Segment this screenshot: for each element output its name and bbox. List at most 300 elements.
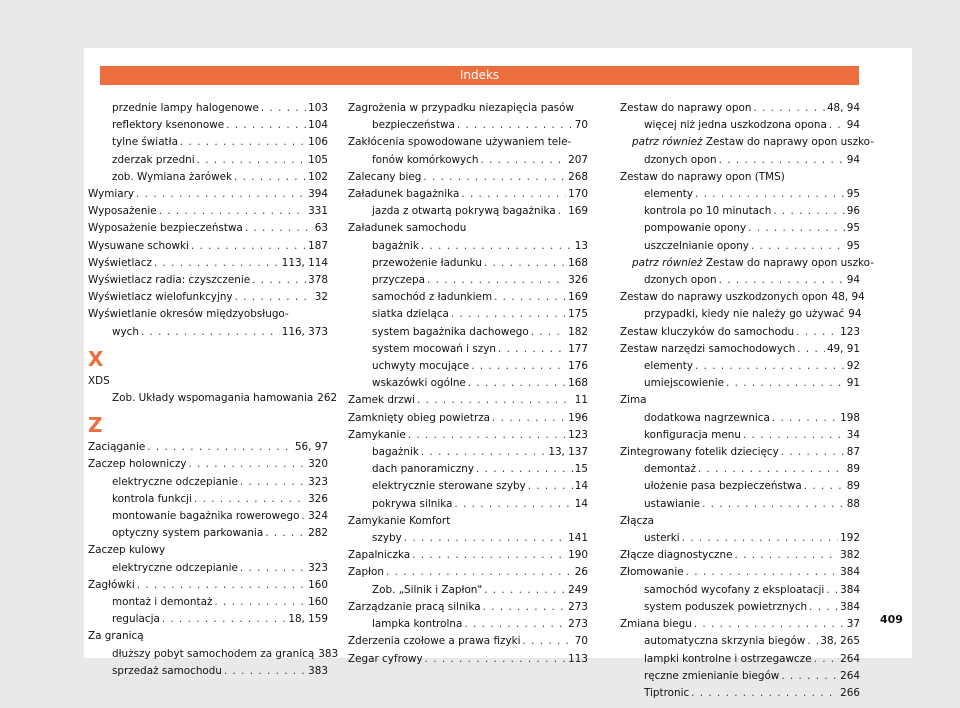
index-entry-text: ułożenie pasa bezpieczeństwa [644,480,802,493]
index-entry [88,560,328,577]
leader-dots [427,272,566,289]
index-page-ref: 56, 97 [294,441,328,454]
index-page-ref: 383 [318,647,339,660]
leader-dots [483,599,567,616]
index-entry-text: sprzedaż samochodu [112,664,222,677]
leader-dots [809,599,838,616]
index-page-ref: 268 [568,170,588,183]
index-entry-heading [348,134,588,151]
index-page-ref: 49, 91 [826,342,860,355]
index-entry-text: Zima [620,394,647,407]
index-page-ref: 48, 94 [826,102,860,114]
leader-dots [476,461,573,478]
index-page-ref: 384 [840,583,860,596]
index-entry [88,117,328,134]
index-entry-text: Zamek drzwi [348,394,416,407]
index-page-ref: 18, 159 [288,613,328,626]
index-entry [348,616,588,633]
index-page-ref: 37 [846,618,860,631]
index-entry [620,117,860,134]
index-entry [348,238,588,255]
index-entry-heading [620,134,874,151]
index-entry [348,461,588,478]
index-entry-text: Wyposażenie [88,205,157,218]
index-entry-text: kontrola funkcji [112,492,192,505]
index-entry-text: wych [112,325,139,338]
index-entry-text: elektryczne odczepianie [112,561,238,574]
index-entry-text: Wyświetlacz wielofunkcyjny [88,291,233,304]
index-entry-text: pokrywa silnika [372,497,453,510]
index-entry-text: Zestaw do naprawy opon [620,102,752,114]
index-entry-text: Tiptronic [644,686,690,699]
leader-dots [743,427,845,444]
leader-dots [773,203,844,220]
index-entry-heading [620,255,874,272]
index-entry [88,186,328,203]
index-entry [348,306,588,323]
index-entry [348,169,588,186]
index-page-ref: 323 [308,561,328,574]
index-entry-text: elektryczne odczepianie [112,475,238,488]
leader-dots [188,456,306,473]
index-page-ref: 96 [846,205,860,218]
leader-dots [796,324,838,341]
index-page-ref: 326 [568,274,588,287]
index-entry-text: dodatkowa nagrzewnica [644,411,770,424]
index-entry [620,564,860,581]
index-entry-text: reflektory ksenonowe [112,119,225,132]
see-also-label: patrz również [632,136,703,149]
index-page-ref: 175 [568,308,588,321]
index-entry-heading [88,306,328,323]
index-entry-text: Zagłówki [88,578,135,591]
leader-dots [471,358,566,375]
leader-dots [781,444,845,461]
index-entry [88,134,328,151]
leader-dots [694,616,845,633]
leader-dots [214,594,306,611]
leader-dots [404,530,566,547]
leader-dots [137,577,306,594]
index-page-ref: 113, 114 [281,256,328,269]
index-page-ref: 94 [846,119,860,132]
index-entry [348,599,588,616]
index-entry [348,651,588,668]
index-entry-text: konfiguracja menu [644,428,741,441]
index-entry [88,646,339,663]
index-page-ref: 169 [568,205,588,218]
index-entry-text: bezpieczeństwa [372,119,455,132]
index-entry [348,324,588,341]
leader-dots [245,220,313,237]
index-entry [88,474,328,491]
leader-dots [494,289,566,306]
leader-dots [154,255,280,272]
index-entry [348,375,588,392]
index-page-ref: 94 [846,274,860,287]
index-entry-text: Załadunek samochodu [348,222,467,235]
index-entry-text: Zaciąganie [88,441,146,454]
index-page-ref: 187 [308,239,328,252]
index-section-letter: Z [88,413,103,438]
index-page-ref: 169 [568,291,588,304]
leader-dots [686,564,839,581]
index-entry-text: Wyświetlacz [88,256,152,269]
leader-dots [804,478,845,495]
index-entry [88,577,328,594]
index-entry-text: dach panoramiczny [372,463,475,476]
index-page-ref: 160 [308,578,328,591]
index-entry [348,564,588,581]
index-entry [348,341,588,358]
index-entry [348,289,588,306]
index-entry [348,152,588,169]
index-page-ref: 264 [840,652,860,665]
index-page-ref: 13 [574,239,588,252]
index-entry-text: system mocowań i szyn [372,342,496,355]
index-page-ref: 13, 137 [548,446,588,459]
index-page-ref: 323 [308,475,328,488]
index-entry-text: XDS [88,374,110,387]
index-entry [88,255,328,272]
page-header: Indeks [100,66,859,85]
leader-dots [753,100,824,117]
leader-dots [226,117,306,134]
leader-dots [695,358,845,375]
index-page-ref: 95 [846,222,860,235]
index-entry [348,117,588,134]
index-page-ref: 141 [568,532,588,545]
index-entry [348,427,588,444]
leader-dots [265,525,306,542]
index-entry-heading [348,100,588,117]
see-also-label: patrz również [632,256,703,269]
index-page-ref: 34 [846,428,860,441]
index-entry-text: Zderzenia czołowe a prawa fizyki [348,635,521,648]
index-entry-text: Zamykanie [348,428,406,441]
index-entry [88,611,328,628]
index-page-ref: 273 [568,600,588,613]
leader-dots [719,272,845,289]
index-entry-heading [348,220,588,237]
leader-dots [751,238,845,255]
leader-dots [781,668,838,685]
index-entry-text: ręczne zmienianie biegów [644,669,780,682]
leader-dots [141,324,280,341]
index-entry-text: lampka kontrolna [372,618,463,631]
index-entry-text: Zarządzanie pracą silnika [348,600,481,613]
index-entry [88,456,328,473]
leader-dots [421,238,573,255]
index-entry-text: fonów komórkowych [372,153,479,166]
leader-dots [301,508,306,525]
index-page-ref: 113 [568,652,588,665]
index-entry-text: Zestaw kluczyków do samochodu [620,325,795,338]
index-entry [620,496,860,513]
leader-dots [826,582,838,599]
index-page-ref: 89 [846,480,860,493]
index-page-ref: 88 [846,497,860,510]
index-entry-text: regulacja [112,613,160,626]
leader-dots [531,324,566,341]
index-entry [88,594,328,611]
leader-dots [484,255,566,272]
leader-dots [498,341,566,358]
index-entry-heading [620,169,860,186]
index-entry [88,272,328,289]
index-entry-text: Złącza [620,514,654,527]
index-entry [620,358,860,375]
index-entry-text: uszczelnianie opony [644,239,749,252]
index-entry-heading [88,542,328,559]
index-page-ref: 262 [317,392,338,405]
index-page-ref: 382 [840,549,860,562]
index-entry-text: zderzak przedni [112,153,195,166]
index-page-ref: 103 [308,102,328,114]
index-entry [88,324,328,341]
index-entry [88,390,338,407]
index-entry-text: przypadki, kiedy nie należy go używać [644,308,845,321]
index-entry [348,392,588,409]
leader-dots [682,530,839,547]
index-page-ref: 384 [840,566,860,579]
leader-dots [748,220,845,237]
index-entry [620,685,860,702]
index-entry-text: Zamykanie Komfort [348,514,451,527]
index-page-ref: 14 [574,497,588,510]
index-page-ref: 160 [308,596,328,609]
leader-dots [719,152,845,169]
leader-dots [240,560,306,577]
index-entry-heading [620,392,860,409]
leader-dots [194,491,306,508]
leader-dots [159,203,306,220]
index-page-ref: 331 [308,205,328,218]
index-page-ref: 32 [314,291,328,304]
index-page-ref: 38, 265 [820,635,860,648]
index-page-ref: 192 [840,532,860,545]
leader-dots [523,633,573,650]
index-page-ref: 70 [574,119,588,132]
leader-dots [252,272,306,289]
index-page-ref: 15 [574,463,588,476]
index-entry [620,582,860,599]
index-entry-text: Zaczep kulowy [88,544,166,557]
leader-dots [421,444,546,461]
index-entry [348,203,588,220]
index-entry-text: elementy [644,360,693,373]
index-entry [620,651,860,668]
index-page-ref: 324 [308,510,328,523]
index-page-ref: 168 [568,377,588,390]
leader-dots [814,651,839,668]
index-page-ref: 273 [568,618,588,631]
index-entry-text: Zamknięty obieg powietrza [348,411,491,424]
index-entry-text: Zestaw do naprawy opon uszko- [705,256,874,269]
index-entry-text: Zapalniczka [348,549,411,562]
index-page-ref: 190 [568,549,588,562]
index-page-ref: 70 [574,635,588,648]
index-entry [88,525,328,542]
index-page-ref: 177 [568,342,588,355]
index-page-ref: 282 [308,527,328,540]
index-entry-text: Załadunek bagażnika [348,188,460,201]
leader-dots [734,547,838,564]
index-entry-text: Zalecany bieg [348,170,422,183]
index-entry-text: ustawianie [644,497,701,510]
index-entry [620,220,860,237]
index-entry-text: Wyposażenie bezpieczeństwa [88,222,243,235]
leader-dots [162,611,286,628]
index-entry-heading [88,628,328,645]
leader-dots [224,663,306,680]
index-page-ref: 266 [840,686,860,699]
leader-dots [408,427,566,444]
index-entry [620,547,860,564]
index-entry [620,306,860,323]
index-page-ref: 326 [308,492,328,505]
index-column-1 [88,100,339,680]
index-entry-text: demontaż [644,463,696,476]
index-entry [620,478,860,495]
index-entry-text: Zakłócenia spowodowane używaniem tele- [348,136,572,149]
index-entry [620,100,860,117]
index-page-ref: 14 [574,480,588,493]
index-entry [88,491,328,508]
index-entry [88,100,328,117]
leader-dots [386,564,573,581]
index-entry [620,530,860,547]
index-page-ref: 249 [568,583,588,596]
index-page-ref: 104 [308,119,328,132]
index-entry-text: samochód wycofany z eksploatacji [644,583,825,596]
leader-dots [797,341,825,358]
index-page-ref: 91 [846,377,860,390]
index-page-ref: 264 [840,669,860,682]
index-entry-text: Zestaw do naprawy uszkodzonych opon [620,291,828,304]
index-entry-text: Zegar cyfrowy [348,652,423,665]
index-entry [348,530,588,547]
index-entry-text: tylne światła [112,136,178,149]
index-entry-heading [348,513,588,530]
index-entry [88,439,328,456]
page-number: 409 [880,613,903,626]
leader-dots [772,410,838,427]
index-page-ref: 394 [308,188,328,201]
index-entry [348,358,588,375]
index-entry [88,289,328,306]
index-entry-text: dzonych opon [644,274,717,287]
index-entry-text: uchwyty mocujące [372,360,470,373]
leader-dots [240,474,306,491]
index-entry [620,152,860,169]
index-page-ref: 168 [568,256,588,269]
index-entry [348,478,588,495]
index-entry-text: Zmiana biegu [620,618,692,631]
index-entry [620,341,860,358]
index-entry [348,255,588,272]
index-page-ref: 26 [574,566,588,579]
leader-dots [412,547,566,564]
index-entry [88,238,328,255]
index-entry-text: pompowanie opony [644,222,747,235]
index-entry-text: Zestaw do naprawy opon (TMS) [620,170,785,183]
index-entry-text: przewożenie ładunku [372,256,482,269]
leader-dots [484,582,566,599]
index-entry-text: usterki [644,532,680,545]
index-page-ref: 383 [308,664,328,677]
index-entry-text: kontrola po 10 minutach [644,205,772,218]
index-entry-text: dłuższy pobyt samochodem za granicą [112,647,315,660]
index-entry [620,203,860,220]
index-page-ref: 198 [840,411,860,424]
index-page-ref: 105 [308,153,328,166]
index-entry-text: Zagrożenia w przypadku niezapięcia pasów [348,102,574,114]
index-entry-text: samochód z ładunkiem [372,291,493,304]
index-page-ref: 94 [848,308,862,321]
index-entry-text: Zaczep holowniczy [88,458,187,471]
index-entry [348,410,588,427]
index-entry-text: Zob. Układy wspomagania hamowania [112,392,314,405]
index-entry-text: bagażnik [372,239,419,252]
index-entry-text: bagażnik [372,446,419,459]
leader-dots [726,375,845,392]
leader-dots [197,152,307,169]
index-entry [620,461,860,478]
index-entry-text: Wyświetlanie okresów międzyobsługo- [88,308,289,321]
index-page-ref: 384 [840,600,860,613]
index-page-ref: 92 [846,360,860,373]
index-page-ref: 95 [846,239,860,252]
index-entry [88,169,328,186]
index-page-ref: 116, 373 [281,325,328,338]
index-entry-text: siatka dzieląca [372,308,449,321]
index-entry-heading [88,373,328,390]
index-entry [620,633,860,650]
index-page-ref: 123 [568,428,588,441]
index-column-2 [348,100,588,668]
index-entry [348,633,588,650]
index-entry [348,496,588,513]
index-entry [348,547,588,564]
index-entry-text: elektrycznie sterowane szyby [372,480,526,493]
index-entry-text: szyby [372,532,402,545]
leader-dots [425,651,567,668]
leader-dots [807,633,818,650]
leader-dots [235,289,313,306]
index-page-ref: 63 [314,222,328,235]
index-page-ref: 196 [568,411,588,424]
index-entry-text: system bagażnika dachowego [372,325,529,338]
leader-dots [451,306,566,323]
leader-dots [234,169,306,186]
index-entry-text: wskazówki ogólne [372,377,466,390]
index-entry-text: montowanie bagażnika rowerowego [112,510,300,523]
leader-dots [423,169,566,186]
leader-dots [829,117,845,134]
index-entry [620,668,860,685]
index-entry [620,616,860,633]
index-entry-text: Wyświetlacz radia: czyszczenie [88,274,251,287]
index-entry [88,663,328,680]
leader-dots [461,186,566,203]
index-entry-text: dzonych opon [644,153,717,166]
index-page-ref: 11 [574,394,588,407]
index-entry [620,599,860,616]
index-entry [620,289,865,306]
index-entry-text: więcej niż jedna uszkodzona opona [644,119,827,132]
index-entry-text: zob. Wymiana żarówek [112,170,233,183]
